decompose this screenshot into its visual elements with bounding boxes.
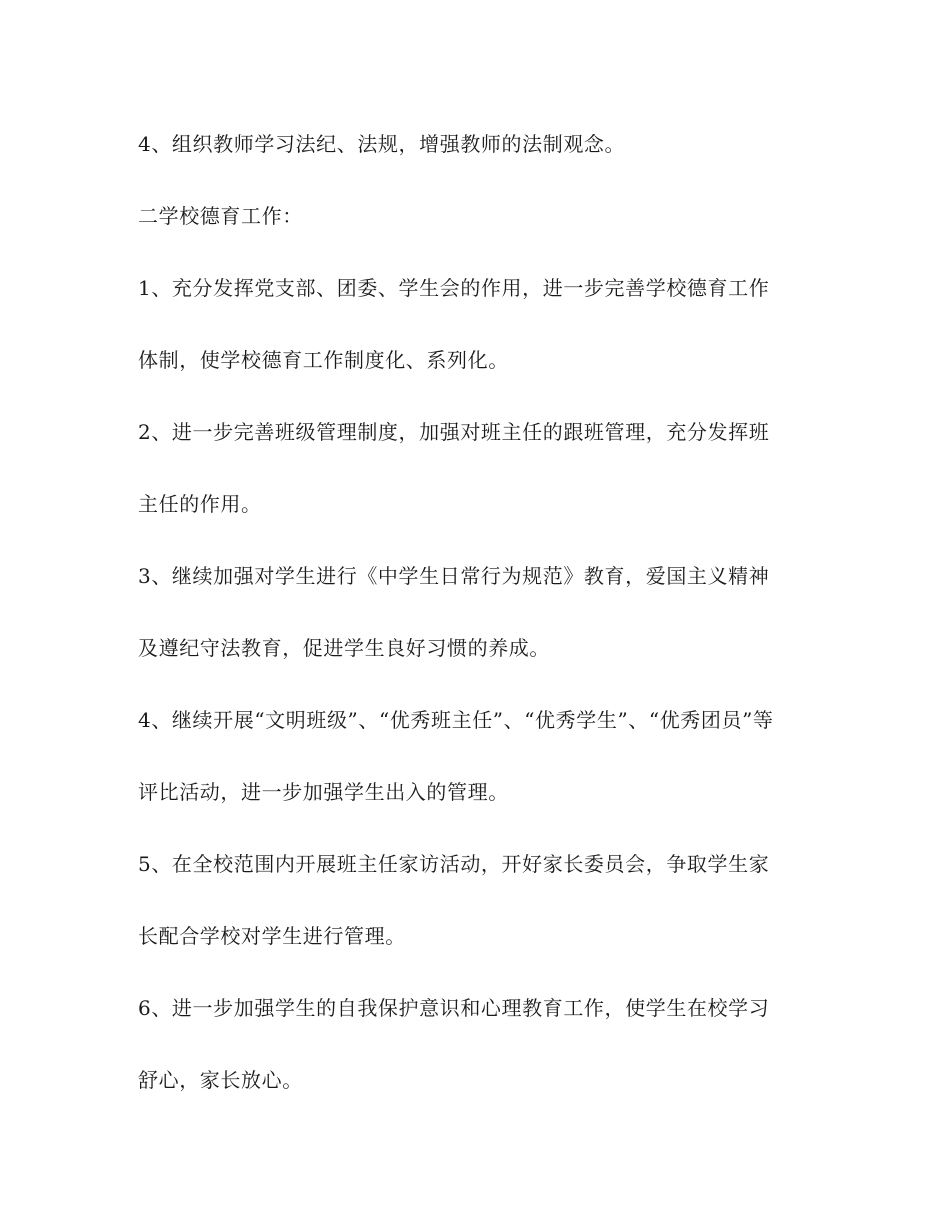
paragraph-line: 6、进一步加强学生的自我保护意识和心理教育工作，使学生在校学习	[138, 996, 770, 1020]
paragraph-line: 长配合学校对学生进行管理。	[138, 924, 406, 948]
paragraph-line: 4、继续开展“文明班级”、“优秀班主任”、“优秀学生”、“优秀团员”等	[138, 708, 774, 732]
paragraph-line: 1、充分发挥党支部、团委、学生会的作用，进一步完善学校德育工作	[138, 276, 770, 300]
paragraph-line: 5、在全校范围内开展班主任家访活动，开好家长委员会，争取学生家	[138, 852, 770, 876]
section-heading: 二学校德育工作：	[138, 204, 303, 228]
paragraph-line: 3、继续加强对学生进行《中学生日常行为规范》教育，爱国主义精神	[138, 564, 770, 588]
paragraph-line: 舒心，家长放心。	[138, 1068, 303, 1092]
paragraph-line: 4、组织教师学习法纪、法规，增强教师的法制观念。	[138, 132, 626, 156]
paragraph-line: 体制，使学校德育工作制度化、系列化。	[138, 348, 509, 372]
paragraph-line: 及遵纪守法教育，促进学生良好习惯的养成。	[138, 636, 550, 660]
paragraph-line: 主任的作用。	[138, 492, 262, 516]
paragraph-line: 2、进一步完善班级管理制度，加强对班主任的跟班管理，充分发挥班	[138, 420, 770, 444]
paragraph-line: 评比活动，进一步加强学生出入的管理。	[138, 780, 509, 804]
